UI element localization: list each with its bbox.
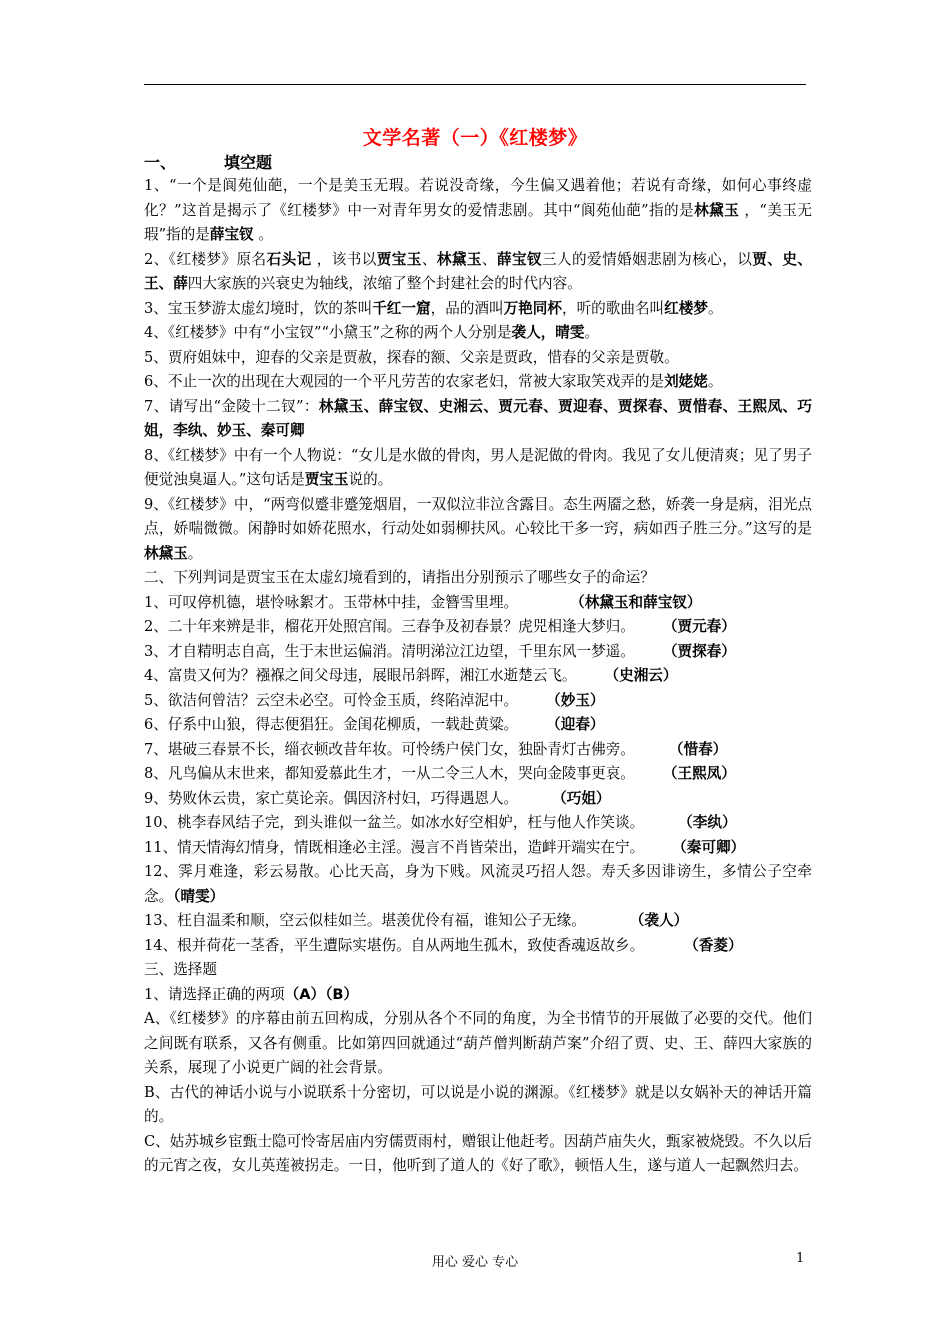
fill-text: 4、《红楼梦》中有“小宝钗”“小黛玉”之称的两个人分别是 [144, 324, 512, 341]
header-rule [144, 84, 806, 85]
fill-text: 。 [584, 324, 600, 341]
verdict-item [144, 811, 812, 836]
verdict-text: 5、欲洁何曾洁？云空未必空。可怜金玉质，终陷淖泥中。 [144, 691, 519, 709]
verdict-answer: （香菱） [684, 936, 743, 954]
fill-answer: 贾宝玉 [376, 250, 422, 268]
fill-text: 、 [421, 250, 437, 268]
fill-question [144, 297, 812, 322]
footer-motto: 用心 爱心 专心 [431, 1255, 519, 1270]
verdict-text: 13、枉自温柔和顺，空云似桂如兰。堪羡优伶有福，谁知公子无缘。 [144, 912, 586, 929]
verdict-text: 8、凡鸟偏从末世来，都知爱慕此生才，一从二令三人木，哭向金陵事更哀。 [144, 765, 635, 782]
fill-text: ，“美玉无瑕”指的是 [144, 201, 812, 243]
document-body [144, 152, 812, 1179]
verdict-item [144, 762, 812, 787]
choice-question [144, 983, 812, 1008]
fill-text: 。 [253, 226, 273, 243]
verdict-text: 12、霁月难逢，彩云易散。心比天高，身为下贱。风流灵巧招人怨。寿夭多因诽谤生，多情公子空牵念。 [144, 863, 812, 905]
verdict-item [144, 934, 812, 959]
fill-answer: 贾、史、王、薛 [144, 250, 812, 292]
fill-answer: 林黛玉 [144, 544, 188, 562]
verdict-item [144, 836, 812, 861]
fill-text: 6、不止一次的出现在大观园的一个平凡劳苦的农家老妇，常被大家取笑戏弄的是 [144, 373, 665, 390]
verdict-answer: （贾元春） [662, 618, 736, 635]
verdict-text: 6、仔系中山狼，得志便猖狂。金闺花柳质，一载赴黄粱。 [144, 716, 519, 733]
fill-answer: 薛宝钗 [496, 250, 543, 268]
fill-text: 9、《红楼梦》中，“两弯似蹙非蹙笼烟眉，一双似泣非泣含露目。态生两靥之愁，娇袭一身是病，泪光点点，娇喘微微。闲静时如娇花照水，行动处如弱柳扶风。心较比干多一窍，病如西子胜三分。”这写的是 [144, 495, 812, 537]
verdict-item [144, 860, 812, 909]
fill-text: 、 [481, 250, 497, 268]
fill-text: 7、请写出“金陵十二钗”： [144, 397, 319, 415]
section-number: 一、 [144, 153, 177, 172]
fill-question [144, 493, 812, 567]
fill-answer: 刘姥姥 [664, 373, 708, 390]
verdict-answer: （惜春） [668, 740, 728, 758]
verdict-item [144, 689, 812, 714]
choice-question-text: 1、请选择正确的两项 [144, 985, 285, 1003]
section-heading-choice: 三、选择题 [144, 961, 217, 978]
verdict-answer: （袭人） [629, 912, 689, 929]
verdict-item [144, 713, 812, 738]
fill-text: 四大家族的兴衰史为轴线，浓缩了整个封建社会的时代内容。 [187, 275, 582, 292]
fill-question-list [144, 174, 812, 566]
choice-answer: （A）（B） [284, 985, 359, 1003]
verdict-answer: （林黛玉和薛宝钗） [570, 593, 702, 611]
verdict-text: 2、二十年来辨是非，榴花开处照宫闱。三春争及初春景？虎兕相逢大梦归。 [144, 618, 635, 635]
fill-question [144, 248, 812, 297]
verdict-text: 14、根并荷花一茎香，平生遭际实堪伤。自从两地生孤木，致使香魂返故乡。 [144, 936, 645, 954]
fill-text: 说的。 [348, 471, 393, 488]
verdict-item [144, 909, 812, 934]
fill-text: ，品的酒叫 [430, 299, 504, 317]
fill-question [144, 444, 812, 493]
verdict-answer: （巧姐） [552, 789, 611, 807]
verdict-text: 1、可叹停机德，堪怜咏絮才。玉带林中挂，金簪雪里埋。 [144, 593, 519, 611]
fill-answer: 千红一窟 [372, 299, 431, 317]
choice-option: B、古代的神话小说与小说联系十分密切，可以说是小说的渊源。《红楼梦》就是以女娲补天的神话开篇的。 [144, 1083, 812, 1125]
fill-text: 。 [187, 544, 203, 562]
verdict-list [144, 591, 812, 861]
verdict-text: 3、才自精明志自高，生于末世运偏消。清明涕泣江边望，千里东风一梦遥。 [144, 642, 635, 660]
choice-option: C、姑苏城乡宦甄士隐可怜寄居庙内穷儒贾雨村，赠银让他赶考。因葫芦庙失火，甄家被烧毁。不久以后的元宵之夜，女儿英莲被拐走。一日，他听到了道人的《好了歌》，顿悟人生，遂与道人一起飘然归去。 [144, 1132, 812, 1174]
verdict-answer: （王熙凤） [662, 765, 736, 782]
verdict-item [144, 664, 812, 689]
fill-answer: 林黛玉 [694, 201, 740, 219]
verdict-answer: （李纨） [678, 814, 737, 831]
verdict-list-continued [144, 909, 812, 958]
verdict-answer: （史湘云） [604, 667, 678, 684]
fill-text: ，该书以 [311, 250, 377, 268]
fill-text: 8、《红楼梦》中有一个人物说：“女儿是水做的骨肉，男人是泥做的骨肉。我见了女儿便清爽；见了男子便觉浊臭逼人。”这句话是 [144, 446, 812, 488]
fill-answer: 石头记 [266, 250, 312, 268]
verdict-answer: （妙玉） [546, 691, 605, 709]
verdict-answer: （秦可卿） [672, 838, 746, 856]
verdict-item [144, 615, 812, 640]
fill-text: 1、“一个是阆苑仙葩，一个是美玉无瑕。若说没奇缘，今生偏又遇着他；若说有奇缘，如何心事终虚化？”这首是揭示了《红楼梦》中一对青年男女的爱情悲剧。其中“阆苑仙葩”指的是 [144, 177, 812, 219]
page-number: 1 [796, 1251, 805, 1266]
section-heading-verdicts: 二、下列判词是贾宝玉在太虚幻境看到的，请指出分别预示了哪些女子的命运？ [144, 569, 655, 586]
fill-text: 。 [707, 373, 723, 390]
choice-option-list [144, 1007, 812, 1179]
fill-text: 2、《红楼梦》原名 [144, 250, 267, 268]
fill-question [144, 321, 812, 346]
verdict-item [144, 640, 812, 665]
verdict-item [144, 591, 812, 616]
verdict-text: 4、富贵又何为？襁褓之间父母违，展眼吊斜晖，湘江水逝楚云飞。 [144, 667, 577, 684]
fill-text: 3、宝玉梦游太虚幻境时，饮的茶叫 [144, 299, 373, 317]
fill-answer: 贾宝玉 [304, 471, 349, 488]
verdict-text: 7、堪破三春景不长，缁衣顿改昔年妆。可怜绣户侯门女，独卧青灯古佛旁。 [144, 740, 635, 758]
fill-text: 5、贾府姐妹中，迎春的父亲是贾赦，探春的额、父亲是贾政，惜春的父亲是贾敬。 [144, 348, 679, 366]
fill-question [144, 346, 812, 371]
section-label: 填空题 [224, 153, 273, 172]
verdict-text: 10、桃李春风结子完，到头谁似一盆兰。如冰水好空相妒，枉与他人作笑谈。 [144, 814, 645, 831]
fill-answer: 袭人，晴雯 [511, 324, 585, 341]
fill-question [144, 370, 812, 395]
fill-answer: 林黛玉 [436, 250, 482, 268]
verdict-item [144, 787, 812, 812]
fill-question [144, 174, 812, 248]
fill-answer: 林黛玉、薛宝钗、史湘云、贾元春、贾迎春、贾探春、贾惜春、王熙凤、巧姐，李纨、妙玉、秦可卿 [144, 397, 812, 439]
fill-text: 三人的爱情婚姻悲剧为核心，以 [542, 250, 753, 268]
fill-text: ，听的歌曲名叫 [561, 299, 665, 317]
verdict-item [144, 738, 812, 763]
fill-text: 。 [707, 299, 723, 317]
verdict-answer: （迎春） [546, 716, 605, 733]
section-heading-fill [144, 152, 812, 174]
verdict-text: 9、势败休云贵，家亡莫论亲。偶因济村妇，巧得遇恩人。 [144, 789, 519, 807]
fill-answer: 万艳同杯 [503, 299, 562, 317]
fill-answer: 薛宝钗 [209, 226, 254, 243]
verdict-text: 11、情天情海幻情身，情既相逢必主淫。漫言不肖皆荣出，造衅开端实在宁。 [144, 838, 645, 856]
verdict-answer: （贾探春） [662, 642, 736, 660]
choice-option: A、《红楼梦》的序幕由前五回构成，分别从各个不同的角度，为全书情节的开展做了必要的交代。他们之间既有联系，又各有侧重。比如第四回就通过“葫芦僧判断葫芦案”介绍了贾、史、王、薛四大家族的关系，展现了小说更广阔的社会背景。 [144, 1010, 812, 1076]
fill-question [144, 395, 812, 444]
fill-answer: 红楼梦 [664, 299, 708, 317]
verdict-answer: （晴雯） [173, 887, 225, 905]
page-title: 文学名著（一）《红楼梦》 [362, 127, 588, 149]
